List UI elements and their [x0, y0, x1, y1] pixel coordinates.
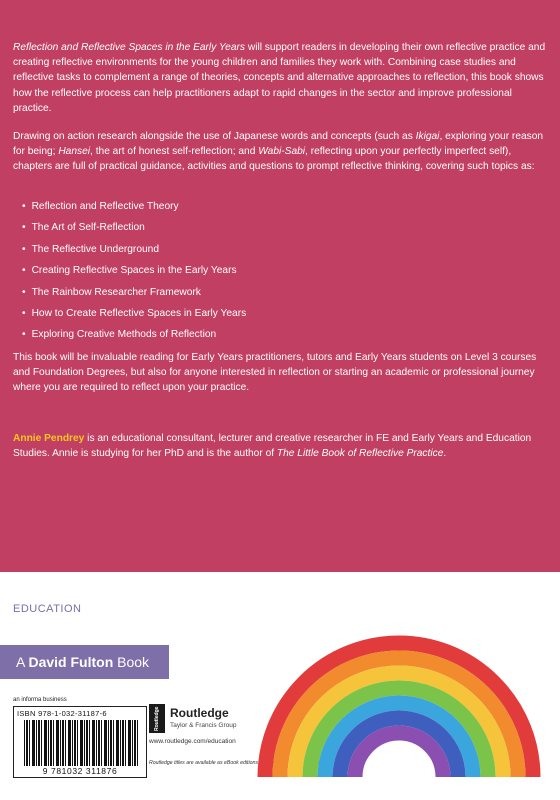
list-item: • Reflection and Reflective Theory — [22, 199, 246, 220]
isbn-barcode — [13, 706, 147, 778]
blurb-paragraph-2 — [13, 129, 547, 175]
barcode-bars — [24, 720, 138, 766]
informa-tagline: an informa business — [13, 697, 67, 703]
term-wabi-sabi: Wabi-Sabi — [258, 146, 306, 158]
barcode-digits: 9 781032 311876 — [16, 766, 144, 776]
list-item: • The Rainbow Researcher Framework — [22, 285, 246, 306]
list-item: • The Reflective Underground — [22, 242, 246, 263]
blurb-paragraph-1 — [13, 40, 547, 116]
list-item: • The Art of Self-Reflection — [22, 220, 246, 241]
subject-category: EDUCATION — [13, 603, 82, 615]
imprint-prefix: A — [16, 654, 29, 670]
topics-list — [22, 199, 246, 349]
list-item: • Creating Reflective Spaces in the Early Years — [22, 263, 246, 284]
author-bio — [13, 431, 547, 461]
rainbow-illustration — [252, 602, 547, 777]
book-title-italic: Reflection and Reflective Spaces in the Early Years — [13, 42, 245, 53]
ebook-note: Routledge titles are available as eBook editions in a range of digital formats — [149, 760, 323, 766]
back-cover-footer — [0, 572, 560, 800]
author-bio-end: . — [443, 448, 447, 460]
author-name: Annie Pendrey — [13, 433, 85, 444]
p2-text-b: , exploring your reason for being; — [13, 131, 544, 158]
blurb-paragraph-3: This book will be invaluable reading for Early Years practitioners, tutors and Early Years students on Level 3 courses and Foundation Degrees, but also for anyone interested in reflection or starting an academic or professional journey where you are required to reflect upon your practice. — [13, 352, 537, 394]
imprint-suffix: Book — [113, 654, 150, 670]
publisher-url: www.routledge.com/education — [149, 738, 236, 745]
author-book-title: The Little Book of Reflective Practice — [276, 448, 444, 460]
publisher-name: Routledge — [170, 706, 229, 720]
routledge-logo-icon: Routledge — [149, 704, 165, 733]
term-hansei: Hansei — [58, 146, 91, 158]
publisher-group: Taylor & Francis Group — [170, 722, 237, 729]
blurb-p1-text: will support readers in developing their own reflective practice and creating reflective environments for the young children and families they work with. Combining case studies and reflective tasks to complement a range of theories, concepts and alternative approaches to reflection, this book shows how the reflective process can help practitioners adapt to rapid changes in the sector and improve professional practice. — [13, 42, 546, 114]
imprint-banner — [0, 645, 169, 679]
imprint-name: David Fulton — [28, 654, 114, 670]
term-ikigai: Ikigai — [415, 131, 440, 142]
author-bio-text: is an educational consultant, lecturer and creative researcher in FE and Early Years and Education Studies. Annie is studying for her PhD and is the author of — [13, 433, 532, 460]
list-item: • Exploring Creative Methods of Reflection — [22, 327, 246, 348]
p2-text-a: Drawing on action research alongside the use of Japanese words and concepts (such as — [13, 131, 416, 142]
p2-text-d: , reflecting upon your perfectly imperfect self), chapters are full of practical guidance, activities and questions to prompt reflective thinking, covering such topics as: — [13, 146, 535, 173]
p2-text-c: , the art of honest self-reflection; and — [90, 146, 259, 158]
isbn-number: ISBN 978-1-032-31187-6 — [17, 709, 107, 718]
list-item: • How to Create Reflective Spaces in Early Years — [22, 306, 246, 327]
